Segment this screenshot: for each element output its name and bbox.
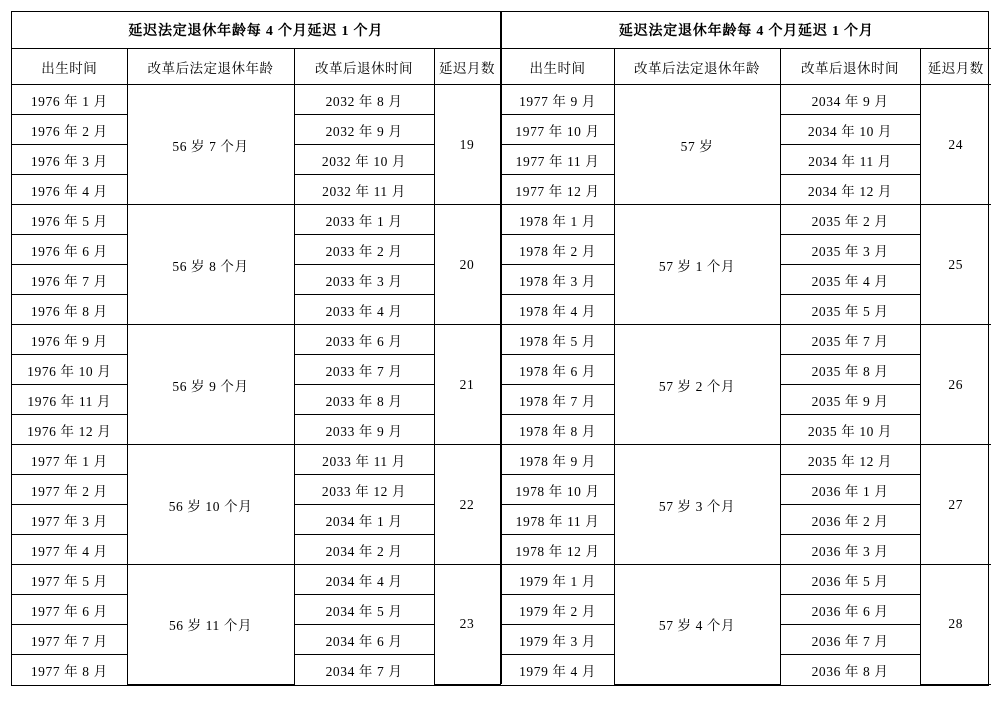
- birth-cell: 1977 年 2 月: [12, 475, 127, 505]
- table-row: [12, 85, 500, 115]
- retire-cell: 2034 年 12 月: [780, 175, 920, 205]
- table-row: [12, 565, 500, 595]
- retire-cell: 2035 年 9 月: [780, 385, 920, 415]
- retire-cell: 2034 年 9 月: [780, 85, 920, 115]
- retire-cell: 2033 年 11 月: [294, 445, 434, 475]
- birth-cell: 1978 年 8 月: [501, 415, 614, 445]
- right-header-months: 延迟月数: [920, 49, 991, 85]
- retire-cell: 2036 年 3 月: [780, 535, 920, 565]
- retire-cell: 2035 年 2 月: [780, 205, 920, 235]
- retire-cell: 2033 年 8 月: [294, 385, 434, 415]
- birth-cell: 1977 年 11 月: [501, 145, 614, 175]
- birth-cell: 1978 年 2 月: [501, 235, 614, 265]
- age-cell: 57 岁 2 个月: [614, 325, 780, 445]
- birth-cell: 1978 年 1 月: [501, 205, 614, 235]
- left-table-title-row: [12, 12, 500, 49]
- age-cell: 56 岁 7 个月: [127, 85, 294, 205]
- retire-cell: 2033 年 1 月: [294, 205, 434, 235]
- months-cell: 21: [434, 325, 500, 445]
- retire-cell: 2036 年 8 月: [780, 655, 920, 685]
- retire-cell: 2032 年 11 月: [294, 175, 434, 205]
- retire-cell: 2033 年 12 月: [294, 475, 434, 505]
- birth-cell: 1978 年 3 月: [501, 265, 614, 295]
- left-table-header-row: [12, 49, 500, 85]
- retire-cell: 2033 年 7 月: [294, 355, 434, 385]
- birth-cell: 1978 年 10 月: [501, 475, 614, 505]
- left-header-age: 改革后法定退休年龄: [127, 49, 294, 85]
- left-header-months: 延迟月数: [434, 49, 500, 85]
- birth-cell: 1978 年 7 月: [501, 385, 614, 415]
- retire-cell: 2035 年 5 月: [780, 295, 920, 325]
- retire-cell: 2036 年 6 月: [780, 595, 920, 625]
- birth-cell: 1977 年 3 月: [12, 505, 127, 535]
- retire-cell: 2033 年 3 月: [294, 265, 434, 295]
- birth-cell: 1976 年 2 月: [12, 115, 127, 145]
- retire-cell: 2034 年 6 月: [294, 625, 434, 655]
- right-header-retire: 改革后退休时间: [780, 49, 920, 85]
- retire-cell: 2032 年 8 月: [294, 85, 434, 115]
- table-row: [501, 85, 991, 115]
- retire-cell: 2036 年 5 月: [780, 565, 920, 595]
- table-row: [501, 205, 991, 235]
- birth-cell: 1979 年 1 月: [501, 565, 614, 595]
- birth-cell: 1977 年 8 月: [12, 655, 127, 685]
- retire-cell: 2036 年 1 月: [780, 475, 920, 505]
- left-table: [12, 12, 501, 685]
- retire-cell: 2036 年 7 月: [780, 625, 920, 655]
- right-table-header-row: [501, 49, 991, 85]
- birth-cell: 1976 年 3 月: [12, 145, 127, 175]
- birth-cell: 1976 年 4 月: [12, 175, 127, 205]
- right-table: [501, 12, 992, 685]
- age-cell: 57 岁 4 个月: [614, 565, 780, 685]
- birth-cell: 1976 年 1 月: [12, 85, 127, 115]
- retire-cell: 2036 年 2 月: [780, 505, 920, 535]
- age-cell: 56 岁 9 个月: [127, 325, 294, 445]
- retire-cell: 2033 年 2 月: [294, 235, 434, 265]
- table-row: [501, 565, 991, 595]
- birth-cell: 1976 年 9 月: [12, 325, 127, 355]
- retire-cell: 2033 年 9 月: [294, 415, 434, 445]
- birth-cell: 1976 年 6 月: [12, 235, 127, 265]
- retire-cell: 2034 年 11 月: [780, 145, 920, 175]
- birth-cell: 1977 年 12 月: [501, 175, 614, 205]
- right-table-title-row: [501, 12, 991, 49]
- left-header-birth: 出生时间: [12, 49, 127, 85]
- retire-cell: 2035 年 4 月: [780, 265, 920, 295]
- birth-cell: 1976 年 11 月: [12, 385, 127, 415]
- months-cell: 26: [920, 325, 991, 445]
- right-header-age: 改革后法定退休年龄: [614, 49, 780, 85]
- right-table-title: 延迟法定退休年龄每 4 个月延迟 1 个月: [501, 12, 991, 49]
- birth-cell: 1979 年 3 月: [501, 625, 614, 655]
- table-row: [12, 445, 500, 475]
- months-cell: 24: [920, 85, 991, 205]
- age-cell: 57 岁 1 个月: [614, 205, 780, 325]
- birth-cell: 1976 年 12 月: [12, 415, 127, 445]
- retire-cell: 2035 年 3 月: [780, 235, 920, 265]
- age-cell: 56 岁 11 个月: [127, 565, 294, 685]
- retire-cell: 2033 年 6 月: [294, 325, 434, 355]
- age-cell: 57 岁 3 个月: [614, 445, 780, 565]
- right-header-birth: 出生时间: [501, 49, 614, 85]
- left-table-title: 延迟法定退休年龄每 4 个月延迟 1 个月: [12, 12, 500, 49]
- left-header-retire: 改革后退休时间: [294, 49, 434, 85]
- birth-cell: 1976 年 5 月: [12, 205, 127, 235]
- table-row: [12, 205, 500, 235]
- birth-cell: 1979 年 2 月: [501, 595, 614, 625]
- retire-cell: 2035 年 8 月: [780, 355, 920, 385]
- birth-cell: 1976 年 7 月: [12, 265, 127, 295]
- retire-cell: 2034 年 5 月: [294, 595, 434, 625]
- retire-cell: 2034 年 1 月: [294, 505, 434, 535]
- birth-cell: 1977 年 4 月: [12, 535, 127, 565]
- age-cell: 56 岁 8 个月: [127, 205, 294, 325]
- retire-cell: 2035 年 10 月: [780, 415, 920, 445]
- months-cell: 27: [920, 445, 991, 565]
- months-cell: 20: [434, 205, 500, 325]
- months-cell: 28: [920, 565, 991, 685]
- months-cell: 23: [434, 565, 500, 685]
- months-cell: 19: [434, 85, 500, 205]
- birth-cell: 1976 年 10 月: [12, 355, 127, 385]
- birth-cell: 1978 年 6 月: [501, 355, 614, 385]
- retire-cell: 2033 年 4 月: [294, 295, 434, 325]
- retire-cell: 2034 年 10 月: [780, 115, 920, 145]
- birth-cell: 1977 年 10 月: [501, 115, 614, 145]
- birth-cell: 1978 年 11 月: [501, 505, 614, 535]
- birth-cell: 1977 年 1 月: [12, 445, 127, 475]
- months-cell: 25: [920, 205, 991, 325]
- birth-cell: 1978 年 5 月: [501, 325, 614, 355]
- table-row: [12, 325, 500, 355]
- birth-cell: 1978 年 12 月: [501, 535, 614, 565]
- age-cell: 56 岁 10 个月: [127, 445, 294, 565]
- retire-cell: 2034 年 7 月: [294, 655, 434, 685]
- birth-cell: 1978 年 9 月: [501, 445, 614, 475]
- retire-cell: 2034 年 4 月: [294, 565, 434, 595]
- table-row: [501, 445, 991, 475]
- birth-cell: 1977 年 6 月: [12, 595, 127, 625]
- birth-cell: 1977 年 7 月: [12, 625, 127, 655]
- retire-cell: 2032 年 10 月: [294, 145, 434, 175]
- months-cell: 22: [434, 445, 500, 565]
- birth-cell: 1979 年 4 月: [501, 655, 614, 685]
- birth-cell: 1976 年 8 月: [12, 295, 127, 325]
- retire-cell: 2035 年 12 月: [780, 445, 920, 475]
- retire-cell: 2032 年 9 月: [294, 115, 434, 145]
- age-cell: 57 岁: [614, 85, 780, 205]
- birth-cell: 1977 年 9 月: [501, 85, 614, 115]
- table-row: [501, 325, 991, 355]
- retire-cell: 2035 年 7 月: [780, 325, 920, 355]
- tables-container: [11, 11, 989, 686]
- birth-cell: 1978 年 4 月: [501, 295, 614, 325]
- birth-cell: 1977 年 5 月: [12, 565, 127, 595]
- retire-cell: 2034 年 2 月: [294, 535, 434, 565]
